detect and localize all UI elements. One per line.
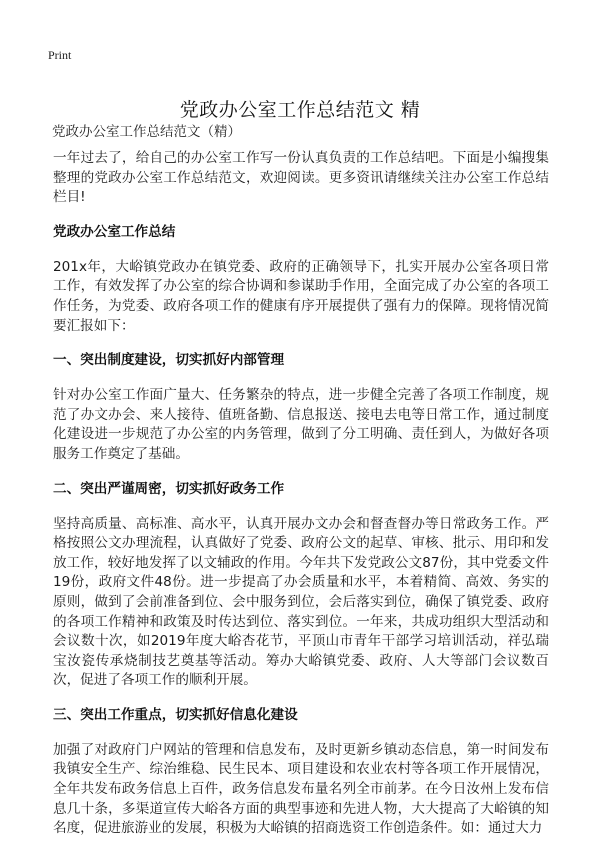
intro-paragraph: 一年过去了，给自己的办公室工作写一份认真负责的工作总结吧。下面是小编搜集整理的党政办公室工作总结范文，欢迎阅读。更多资讯请继续关注办公室工作总结栏目!: [53, 150, 549, 206]
section-body-3: 加强了对政府门户网站的管理和信息发布，及时更新乡镇动态信息，第一时间发布我镇安全生产、综治维稳、民生民本、项目建设和农业农村等各项工作开展情况，全年共发布政务信息上百件，政务信息发布量名列全市前茅。在今日汝州上发布信息几十条，多渠道宣传大峪各方面的典型事迹和先进人物，大大提高了大峪镇的知名度，促进旅游业的发展，积极为大峪镇的招商选资工作创造条件。如：通过大力: [53, 741, 549, 837]
section-heading-2: 二、突出严谨周密，切实抓好政务工作: [53, 480, 285, 497]
document-title: 党政办公室工作总结范文 精: [179, 98, 421, 121]
section-heading-3: 三、突出工作重点，切实抓好信息化建设: [53, 706, 298, 723]
section-heading-1: 一、突出制度建设，切实抓好内部管理: [53, 352, 285, 369]
opening-paragraph: 201x年，大峪镇党政办在镇党委、政府的正确领导下，扎实开展办公室各项日常工作，有效发挥了办公室的综合协调和参谋助手作用，全面完成了办公室的各项工作任务，为党委、政府各项工作的健康有序开展提供了强有力的保障。现将情况简要汇报如下：: [53, 258, 549, 334]
document-subtitle: 党政办公室工作总结范文（精）: [52, 124, 241, 140]
main-heading: 党政办公室工作总结: [53, 223, 176, 240]
document-body: [53, 149, 549, 854]
section-body-1: 针对办公室工作面广量大、任务繁杂的特点，进一步健全完善了各项工作制度，规范了办文办会、来人接待、值班备勤、信息报送、接电去电等日常工作，通过制度化建设进一步规范了办公室的内务管理，做到了分工明确、责任到人，为做好各项服务工作奠定了基础。: [53, 387, 549, 462]
section-body-2: 坚持高质量、高标准、高水平，认真开展办文办会和督查督办等日常政务工作。严格按照公文办理流程，认真做好了党委、政府公文的起草、审核、批示、用印和发放工作，较好地发挥了以文辅政的作用。今年共下发党政公文87份，其中党委文件19份，政府文件48份。进一步提高了办会质量和水平，本着精简、高效、务实的原则，做到了会前准备到位、会中服务到位，会后落实到位，确保了镇党委、政府的各项工作精神和政策及时传达到位、落实到位。一年来，共成功组织大型活动和会议数十次，如2019年度大峪杏花节，平顶山市青年干部学习培训活动，祥弘瑞宝汝瓷传承烧制技艺奠基等活动。筹办大峪镇党委、政府、人大等部门会议数百次，促进了各项工作的顺利开展。: [53, 515, 549, 689]
print-label: Print: [48, 48, 72, 62]
